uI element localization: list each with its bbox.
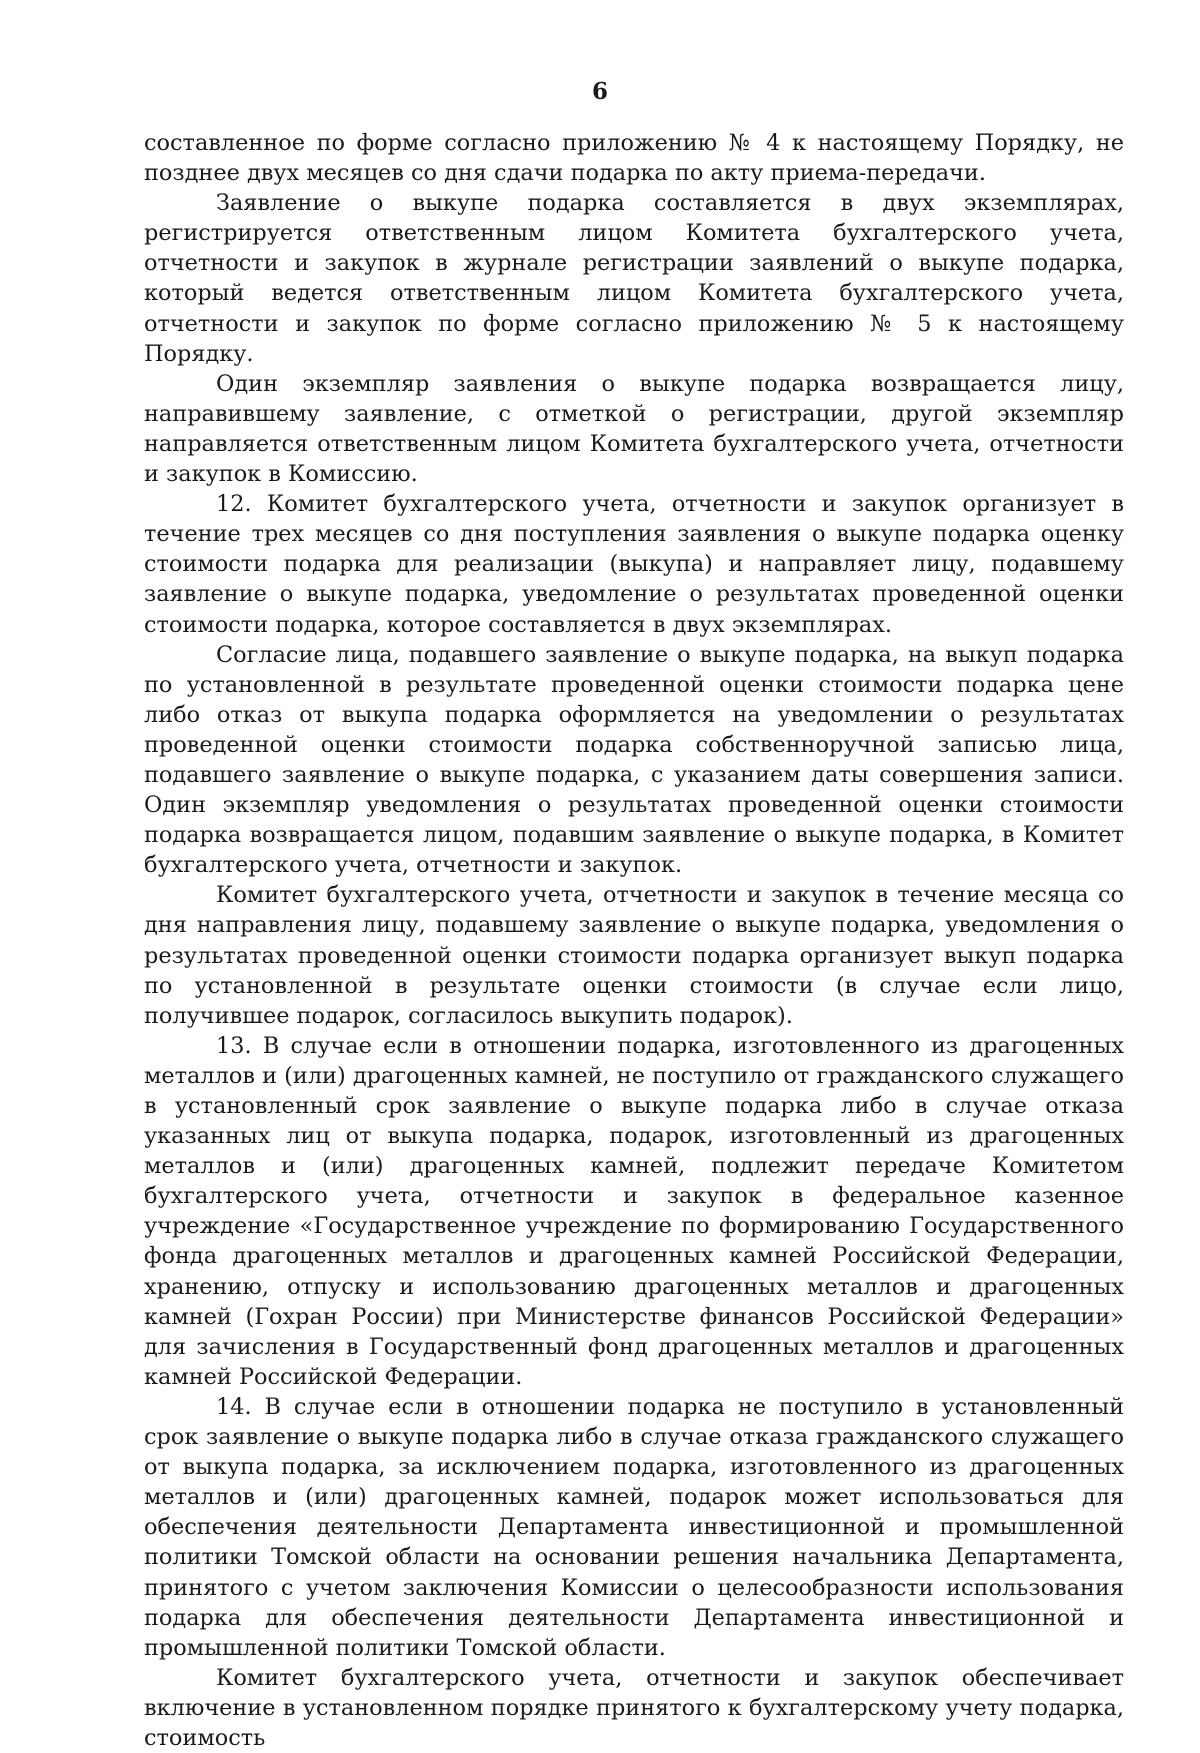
paragraph-buyout-organization: Комитет бухгалтерского учета, отчетности и закупок в течение месяца со дня направления лицу, подавшему заявление о выкупе подарка, уведомления о результатах проведенной оценки стоимости подарка организует выкуп подарка по установленной в результате оценки стоимости (в случае если лицо, получившее подарок, согласилось выкупить подарок). (144, 882, 1124, 1029)
paragraph-item-13: 13. В случае если в отношении подарка, изготовленного из драгоценных металлов и (или) драгоценных камней, не поступило от гражданского служащего в установленный срок заявление о выкупе подарка либо в случае отказа указанных лиц от выкупа подарка, подарок, изготовленный из драгоценных металлов и (или) драгоценных камней, подлежит передаче Комитетом бухгалтерского учета, отчетности и закупок в федеральное казенное учреждение «Государственное учреждение по формированию Государственного фонда драгоценных металлов и драгоценных камней Российской Федерации, хранению, отпуску и использованию драгоценных металлов и драгоценных камней (Гохран России) при Министерстве финансов Российской Федерации» для зачисления в Государственный фонд драгоценных металлов и драгоценных камней Российской Федерации. (144, 1032, 1124, 1390)
paragraph-application-copy-return: Один экземпляр заявления о выкупе подарка возвращается лицу, направившему заявление, с отметкой о регистрации, другой экземпляр направляется ответственным лицом Комитета бухгалтерского учета, отчетности и закупок в Комиссию. (144, 370, 1124, 488)
document-body (144, 128, 1124, 1753)
paragraph-consent: Согласие лица, подавшего заявление о выкупе подарка, на выкуп подарка по установленной в результате проведенной оценки стоимости подарка цене либо отказ от выкупа подарка оформляется на уведомлении о результатах проведенной оценки стоимости подарка собственноручной записью лица, подавшего заявление о выкупе подарка, с указанием даты совершения записи. Один экземпляр уведомления о результатах проведенной оценки стоимости подарка возвращается лицом, подавшим заявление о выкупе подарка, в Комитет бухгалтерского учета, отчетности и закупок. (144, 641, 1124, 879)
paragraph-item-12: 12. Комитет бухгалтерского учета, отчетности и закупок организует в течение трех месяцев со дня поступления заявления о выкупе подарка оценку стоимости подарка для реализации (выкупа) и направляет лицу, подавшему заявление о выкупе подарка, уведомление о результатах проведенной оценки стоимости подарка, которое составляется в двух экземплярах. (144, 491, 1124, 638)
paragraph-application-registration: Заявление о выкупе подарка составляется в двух экземплярах, регистрируется ответственным лицом Комитета бухгалтерского учета, отчетности и закупок в журнале регистрации заявлений о выкупе подарка, который ведется ответственным лицом Комитета бухгалтерского учета, отчетности и закупок по форме согласно приложению № 5 к настоящему Порядку. (144, 190, 1124, 367)
paragraph-continuation: составленное по форме согласно приложению № 4 к настоящему Порядку, не позднее двух месяцев со дня сдачи подарка по акту приема-передачи. (144, 130, 1124, 187)
page-number: 6 (591, 78, 608, 105)
paragraph-accounting-inclusion: Комитет бухгалтерского учета, отчетности и закупок обеспечивает включение в установленном порядке принятого к бухгалтерскому учету подарка, стоимость (144, 1664, 1124, 1751)
paragraph-item-14: 14. В случае если в отношении подарка не поступило в установленный срок заявление о выкупе подарка либо в случае отказа гражданского служащего от выкупа подарка, за исключением подарка, изготовленного из драгоценных металлов и (или) драгоценных камней, подарок может использоваться для обеспечения деятельности Департамента инвестиционной и промышленной политики Томской области на основании решения начальника Департамента, принятого с учетом заключения Комиссии о целесообразности использования подарка для обеспечения деятельности Департамента инвестиционной и промышленной политики Томской области. (144, 1393, 1124, 1661)
